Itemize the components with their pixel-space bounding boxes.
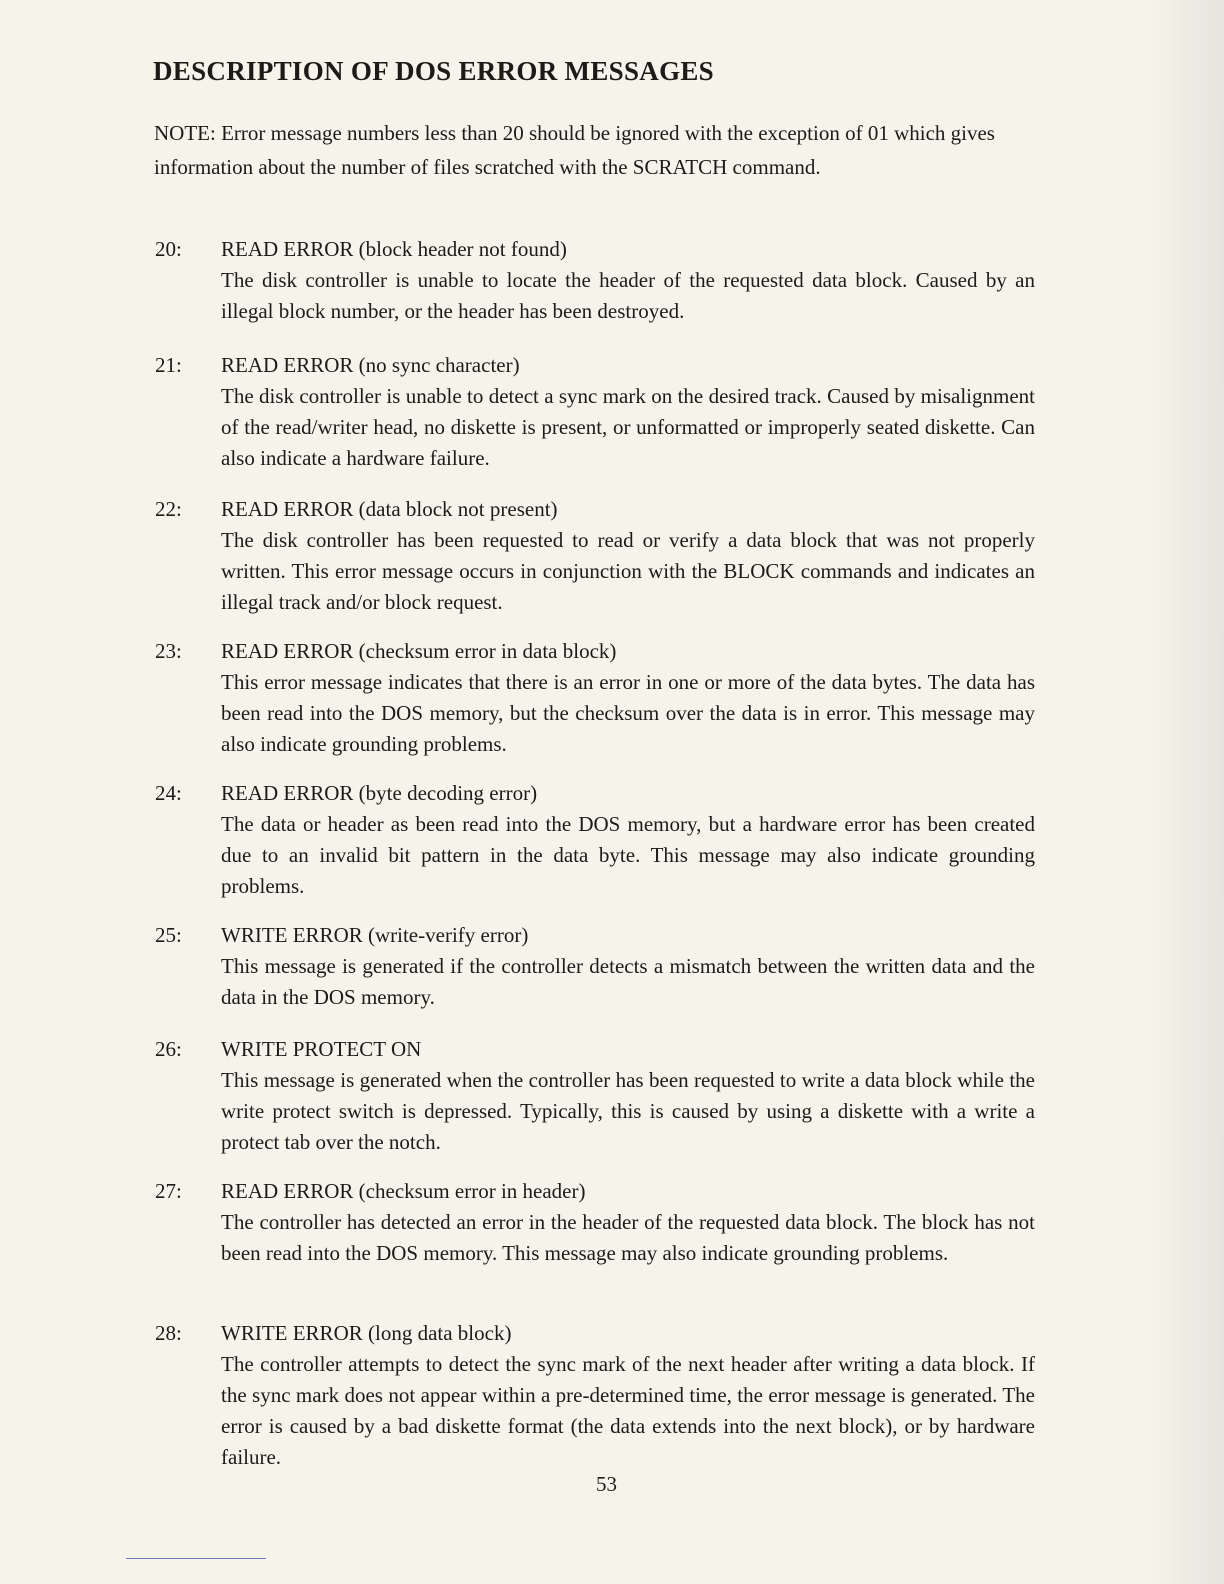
error-description: This error message indicates that there is an error in one or more of the data bytes. The data has been read into the DOS memory, but the checksum over the data is in error. This message may also indicate grounding problems. (221, 670, 1035, 756)
error-description: The data or header as been read into the DOS memory, but a hardware error has been created due to an invalid bit pattern in the data byte. This message may also indicate grounding problems. (221, 812, 1035, 898)
error-number: 28: (155, 1321, 182, 1345)
error-entry-20 (155, 234, 1035, 327)
page-edge-shadow (1154, 0, 1224, 1584)
error-number: 22: (155, 497, 182, 521)
error-entry-22 (155, 494, 1035, 618)
error-number: 25: (155, 923, 182, 947)
error-entry-28 (155, 1318, 1035, 1473)
error-description: The disk controller has been requested to read or verify a data block that was not properly written. This error message occurs in conjunction with the BLOCK commands and indicates an illegal track and/or block request. (221, 528, 1035, 614)
error-entry-21 (155, 350, 1035, 474)
error-description: This message is generated when the controller has been requested to write a data block while the write protect switch is depressed. Typically, this is caused by using a diskette with a write a protect tab over the notch. (221, 1068, 1035, 1154)
error-entry-26 (155, 1034, 1035, 1158)
error-entry-24 (155, 778, 1035, 902)
error-description: This message is generated if the controller detects a mismatch between the written data and the data in the DOS memory. (221, 954, 1035, 1009)
page-title: DESCRIPTION OF DOS ERROR MESSAGES (153, 56, 715, 86)
error-entry-27 (155, 1176, 1035, 1269)
error-description: The disk controller is unable to locate the header of the requested data block. Caused by an illegal block number, or the header has been destroyed. (221, 268, 1035, 323)
error-number: 23: (155, 639, 182, 663)
footer-rule (126, 1558, 266, 1559)
error-description: The controller attempts to detect the sync mark of the next header after writing a data block. If the sync mark does not appear within a pre-determined time, the error message is generated. The error is caused by a bad diskette format (the data extends into the next block), or by hardware failure. (221, 1352, 1035, 1469)
error-entry-25 (155, 920, 1035, 1013)
error-number: 20: (155, 237, 182, 261)
error-heading: READ ERROR (checksum error in data block) (221, 639, 617, 663)
error-heading: WRITE ERROR (long data block) (221, 1321, 512, 1345)
page-number: 53 (596, 1472, 617, 1496)
error-heading: WRITE ERROR (write-verify error) (221, 923, 529, 947)
error-heading: WRITE PROTECT ON (221, 1037, 422, 1061)
error-heading: READ ERROR (byte decoding error) (221, 781, 538, 805)
error-number: 21: (155, 353, 182, 377)
error-number: 26: (155, 1037, 182, 1061)
error-heading: READ ERROR (checksum error in header) (221, 1179, 586, 1203)
error-heading: READ ERROR (no sync character) (221, 353, 520, 377)
error-entry-23 (155, 636, 1035, 760)
error-number: 24: (155, 781, 182, 805)
note-paragraph: NOTE: Error message numbers less than 20 should be ignored with the exception of 01 which gives information about the number of files scratched with the SCRATCH command. (154, 121, 995, 179)
error-number: 27: (155, 1179, 182, 1203)
error-heading: READ ERROR (data block not present) (221, 497, 558, 521)
error-description: The disk controller is unable to detect a sync mark on the desired track. Caused by misalignment of the read/writer head, no diskette is present, or unformatted or improperly seated diskette. Can also indicate a hardware failure. (221, 384, 1035, 470)
error-description: The controller has detected an error in the header of the requested data block. The block has not been read into the DOS memory. This message may also indicate grounding problems. (221, 1210, 1035, 1265)
error-heading: READ ERROR (block header not found) (221, 237, 567, 261)
